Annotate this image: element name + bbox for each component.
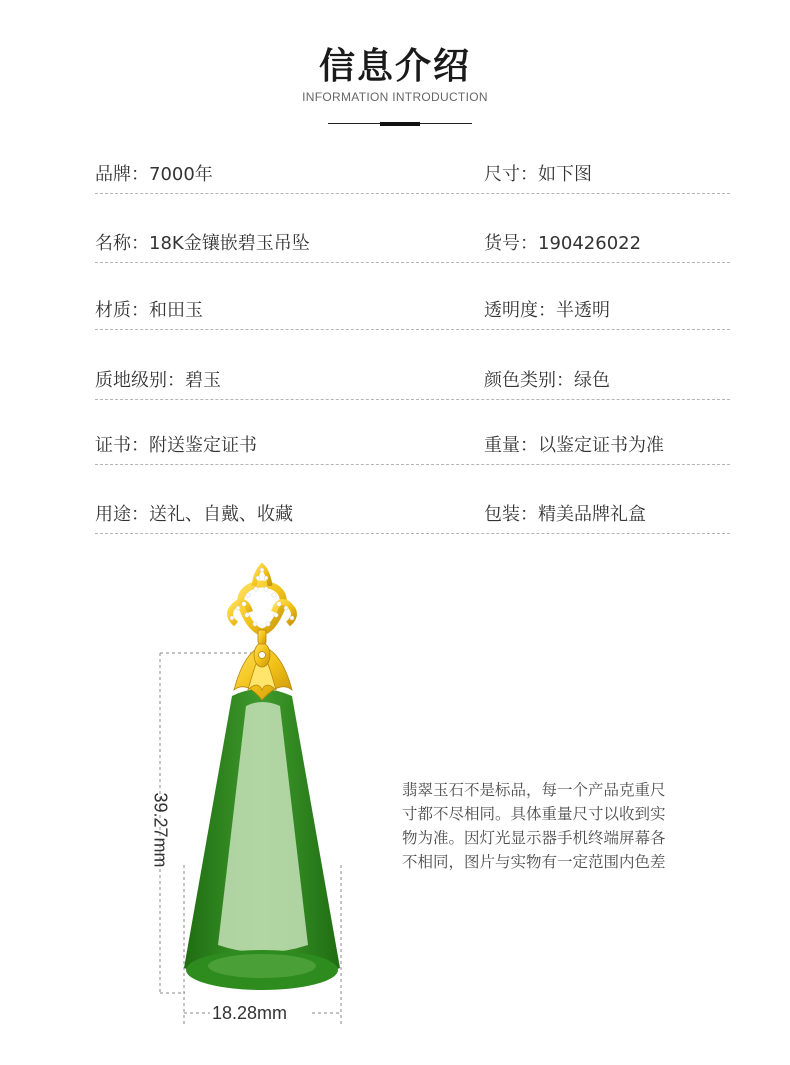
note-line: 寸都不尽相同。具体重量尺寸以收到实: [402, 805, 666, 823]
note-line: 不相同，图片与实物有一定范围内色差: [402, 853, 666, 871]
height-dimension-label: 39.27mm: [150, 792, 171, 868]
info-usage: 用途：送礼、自戴、收藏: [95, 504, 293, 525]
gold-bail: [230, 566, 294, 700]
info-sku: 货号：190426022: [484, 233, 642, 254]
info-size: 尺寸：如下图: [484, 164, 592, 185]
disclaimer-note: [402, 778, 722, 874]
info-brand: 品牌：7000年: [95, 164, 213, 185]
info-material: 材质：和田玉: [95, 300, 203, 321]
page-title: 信息介绍: [318, 45, 471, 87]
width-dimension-label: 18.28mm: [212, 1003, 288, 1023]
note-line: 翡翠玉石不是标品，每一个产品克重尺: [402, 781, 666, 799]
jade-body: [184, 689, 340, 990]
info-packaging: 包装：精美品牌礼盒: [484, 504, 646, 525]
info-color: 颜色类别：绿色: [484, 370, 610, 391]
note-line: 物为准。因灯光显示器手机终端屏幕各: [402, 829, 666, 847]
info-name: 名称：18K金镶嵌碧玉吊坠: [95, 233, 310, 254]
info-grade: 质地级别：碧玉: [95, 370, 221, 391]
info-weight: 重量：以鉴定证书为准: [484, 435, 664, 456]
page-subtitle: INFORMATION INTRODUCTION: [302, 90, 488, 104]
info-transparency: 透明度：半透明: [484, 300, 610, 321]
info-certificate: 证书：附送鉴定证书: [95, 435, 257, 456]
